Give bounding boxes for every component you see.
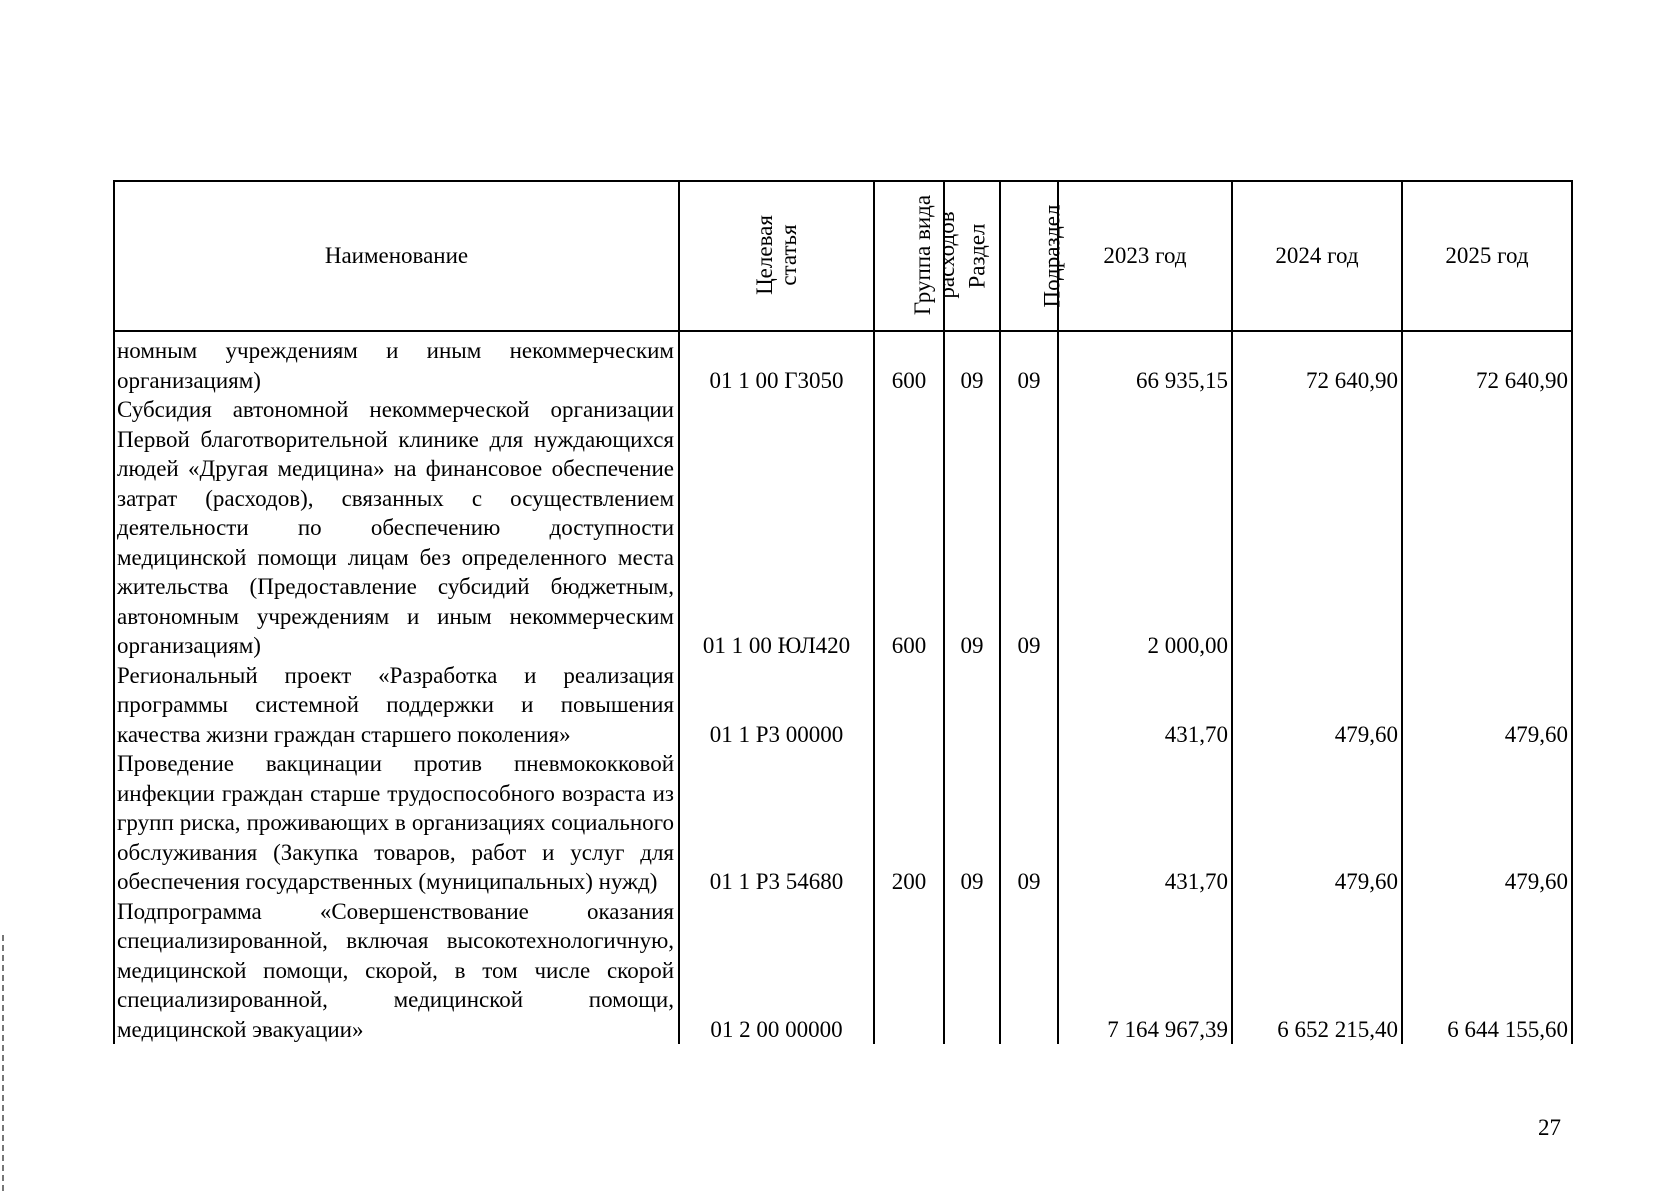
row-amount-2024: 72 640,90 bbox=[1232, 331, 1402, 395]
scan-edge-mark bbox=[2, 935, 4, 1195]
row-expense-group: 200 bbox=[874, 749, 944, 897]
table-row bbox=[114, 661, 1572, 750]
header-name: Наименование bbox=[114, 181, 679, 331]
header-row bbox=[114, 181, 1572, 331]
row-expense-group: 600 bbox=[874, 395, 944, 661]
row-subsection bbox=[1000, 661, 1058, 750]
row-name: Субсидия автономной некоммерческой организации Первой благотворительной клинике для нуждающихся людей «Другая медицина» на финансовое обеспечение затрат (расходов), связанных с осуществлением деятельности по обеспечению доступности медицинской помощи лицам без определенного места жительства (Предоставление субсидий бюджетным, автономным учреждениям и иным некоммерческим организациям) bbox=[114, 395, 679, 661]
header-year-2023: 2023 год bbox=[1058, 181, 1232, 331]
row-name: номным учреждениям и иным некоммерческим организациям) bbox=[114, 331, 679, 395]
row-target-article: 01 1 Р3 00000 bbox=[679, 661, 874, 750]
row-amount-2023: 7 164 967,39 bbox=[1058, 897, 1232, 1045]
row-section: 09 bbox=[944, 395, 1000, 661]
table-row bbox=[114, 395, 1572, 661]
row-expense-group bbox=[874, 897, 944, 1045]
row-subsection: 09 bbox=[1000, 749, 1058, 897]
row-amount-2024: 6 652 215,40 bbox=[1232, 897, 1402, 1045]
page-number: 27 bbox=[1538, 1115, 1561, 1140]
row-section bbox=[944, 897, 1000, 1045]
header-expense-group: Группа вида расходов bbox=[874, 181, 944, 331]
row-name: Проведение вакцинации против пневмококковой инфекции граждан старше трудоспособного возраста из групп риска, проживающих в организациях социального обслуживания (Закупка товаров, работ и услуг для обеспечения государственных (муниципальных) нужд) bbox=[114, 749, 679, 897]
header-section: Раздел bbox=[944, 181, 1000, 331]
row-section bbox=[944, 661, 1000, 750]
row-subsection: 09 bbox=[1000, 395, 1058, 661]
row-amount-2024 bbox=[1232, 395, 1402, 661]
row-name: Региональный проект «Разработка и реализация программы системной поддержки и повышения качества жизни граждан старшего поколения» bbox=[114, 661, 679, 750]
header-year-2024: 2024 год bbox=[1232, 181, 1402, 331]
table-row bbox=[114, 897, 1572, 1045]
row-amount-2023: 2 000,00 bbox=[1058, 395, 1232, 661]
row-amount-2025: 479,60 bbox=[1402, 749, 1572, 897]
budget-table bbox=[113, 180, 1573, 1044]
row-amount-2024: 479,60 bbox=[1232, 749, 1402, 897]
row-expense-group bbox=[874, 661, 944, 750]
row-amount-2023: 66 935,15 bbox=[1058, 331, 1232, 395]
row-amount-2025: 72 640,90 bbox=[1402, 331, 1572, 395]
row-target-article: 01 1 Р3 54680 bbox=[679, 749, 874, 897]
row-subsection: 09 bbox=[1000, 331, 1058, 395]
row-subsection bbox=[1000, 897, 1058, 1045]
row-amount-2025: 6 644 155,60 bbox=[1402, 897, 1572, 1045]
row-expense-group: 600 bbox=[874, 331, 944, 395]
row-amount-2025: 479,60 bbox=[1402, 661, 1572, 750]
row-section: 09 bbox=[944, 331, 1000, 395]
row-target-article: 01 1 00 Г3050 bbox=[679, 331, 874, 395]
row-amount-2023: 431,70 bbox=[1058, 661, 1232, 750]
header-year-2025: 2025 год bbox=[1402, 181, 1572, 331]
header-subsection: Подраздел bbox=[1000, 181, 1058, 331]
row-target-article: 01 2 00 00000 bbox=[679, 897, 874, 1045]
row-name: Подпрограмма «Совершенствование оказания специализированной, включая высокотехнологичную, медицинской помощи, скорой, в том числе скорой специализированной, медицинской помощи, медицинской эвакуации» bbox=[114, 897, 679, 1045]
row-amount-2023: 431,70 bbox=[1058, 749, 1232, 897]
table-row bbox=[114, 749, 1572, 897]
row-section: 09 bbox=[944, 749, 1000, 897]
row-target-article: 01 1 00 ЮЛ420 bbox=[679, 395, 874, 661]
table-row bbox=[114, 331, 1572, 395]
header-target-article: Целевая статья bbox=[679, 181, 874, 331]
row-amount-2024: 479,60 bbox=[1232, 661, 1402, 750]
row-amount-2025 bbox=[1402, 395, 1572, 661]
